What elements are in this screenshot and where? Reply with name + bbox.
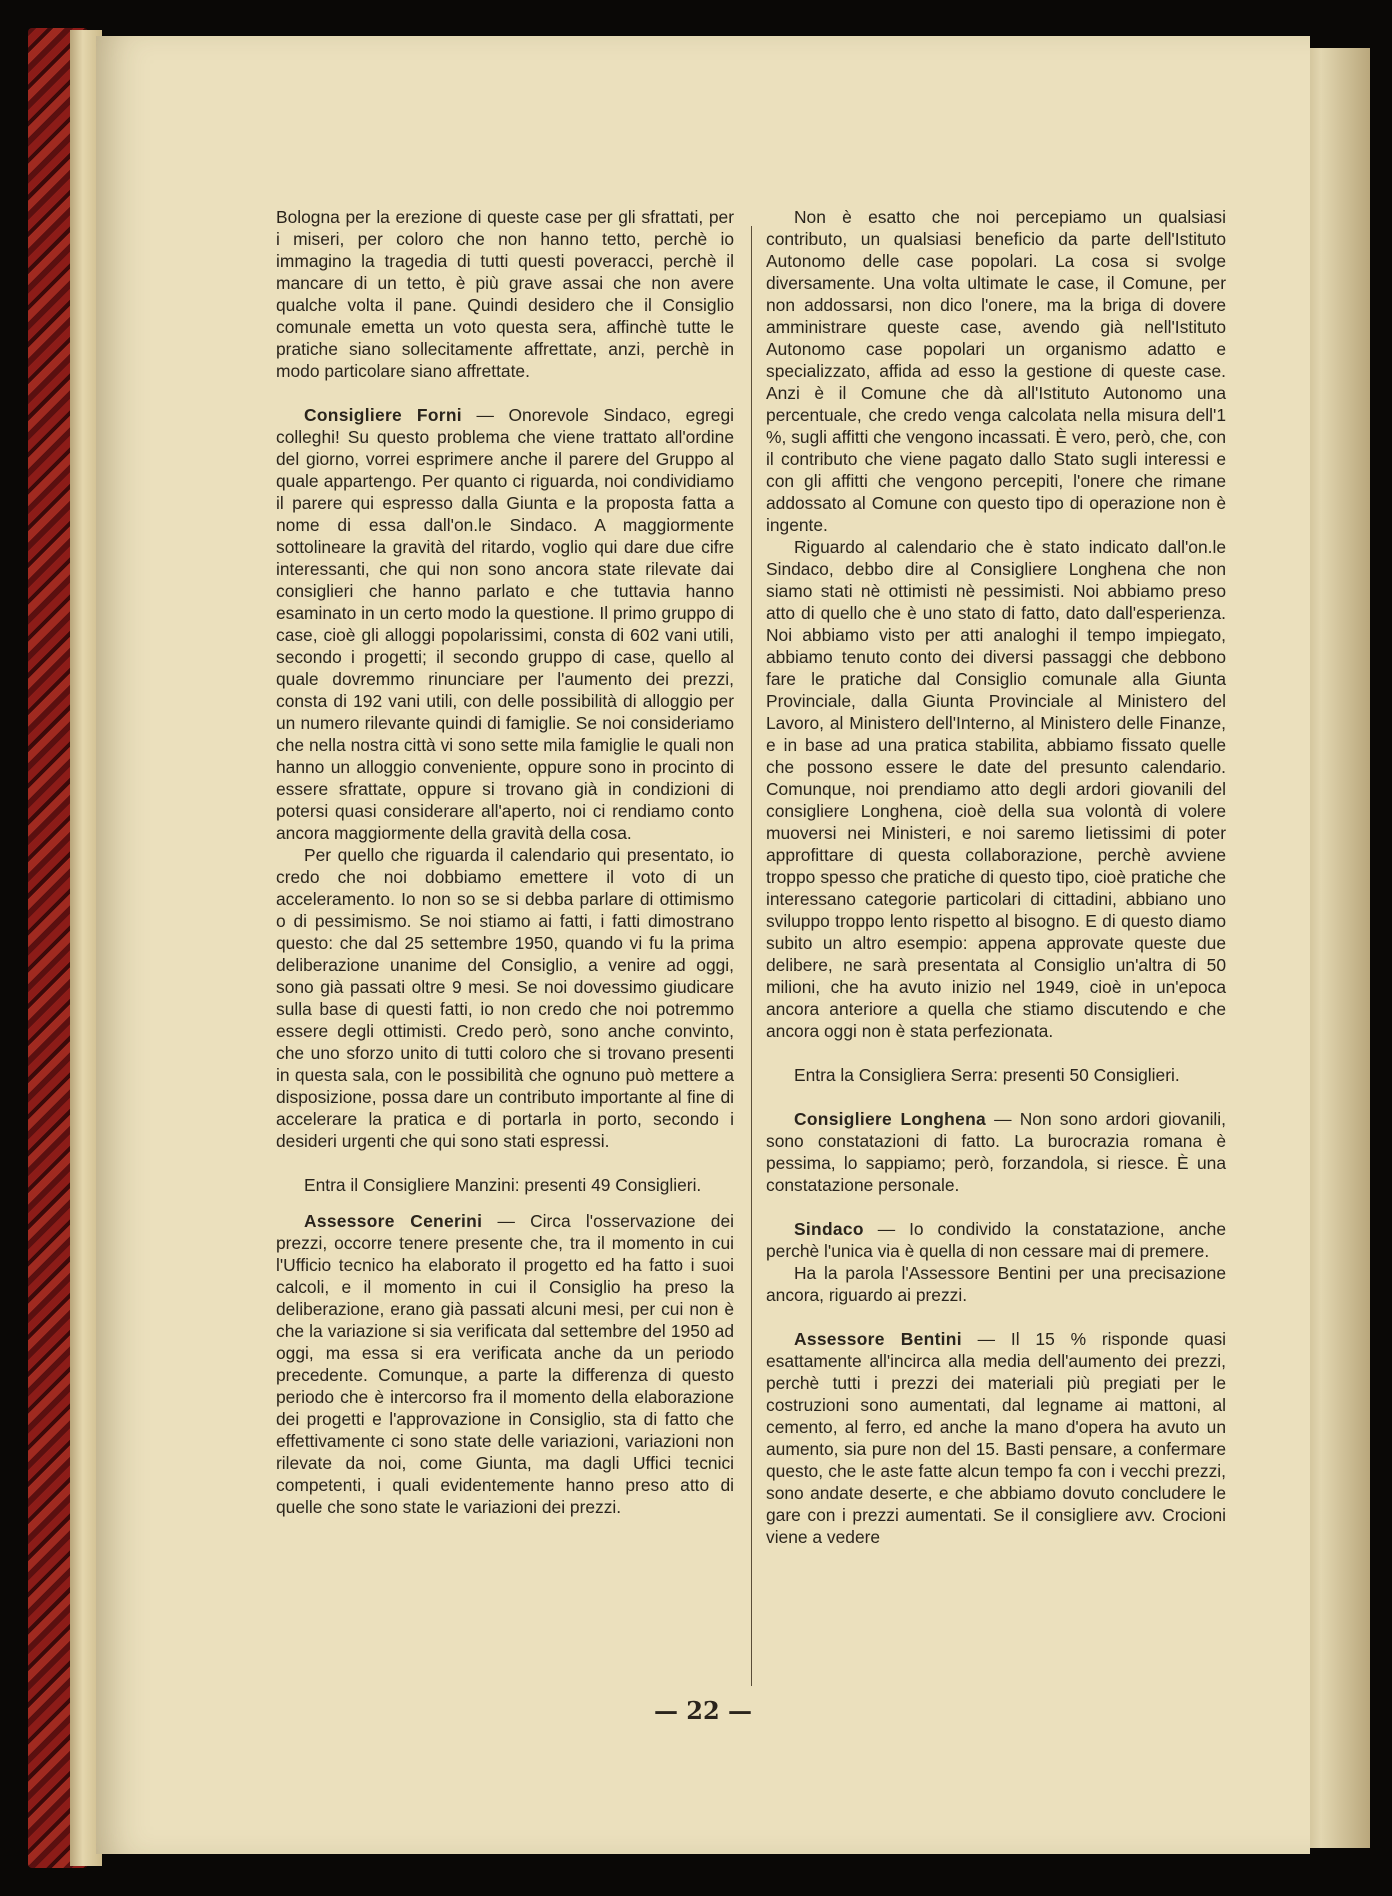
paragraph: Riguardo al calendario che è stato indicato dall'on.le Sindaco, debbo dire al Consigliere Longhena che non siamo stati nè ottimisti nè pessimisti. Noi abbiamo preso atto di quello che è uno stato di fatto, dato dall'esperienza. Noi abbiamo visto per atti analoghi il tempo impiegato, abbiamo tenuto conto dei diversi passaggi che debbono fare le pratiche dal Consiglio comunale alla Giunta Provinciale, dalla Giunta Provinciale al Ministero del Lavoro, al Ministero dell'Interno, al Ministero delle Finanze, e in base ad una pratica stabilita, abbiamo fissato quelle che possono essere le date del presunto calendario. Comunque, noi prendiamo atto degli ardori giovanili del consigliere Longhena, cioè della sua volontà di volere muoversi nei Ministeri, e noi saremo lietissimi di poter approfittare di questa collaborazione, perchè avviene troppo spesso che pratiche di questo tipo, cioè pratiche che interessano categorie particolari di cittadini, abbiano uno sviluppo troppo lento rispetto al bisogno. E di questo diamo subito un altro esempio: appena approvate queste due delibere, ne sarà presentata al Consiglio un'altra di 50 milioni, che ha avuto inizio nel 1949, cioè in un'epoca ancora anteriore a quella che stiamo discutendo e che ancora oggi non è stata perfezionata.	[766, 537, 1226, 1041]
paragraph: Assessore Bentini — Il 15 % risponde quasi esattamente all'incirca alla media dell'aumento dei prezzi, perchè tutti i prezzi dei materiali più pregiati per le costruzioni sono aumentati, dal legname ai mattoni, al cemento, al ferro, ed anche la mano d'opera ha avuto un aumento, sia pure non del 15. Basti pensare, a confermare questo, che le aste fatte alcun tempo fa con i vecchi prezzi, sono andate deserte, e che abbiamo dovuto concludere le gare con i prezzi aumentati. Se il consigliere avv. Crocioni viene a vedere	[766, 1329, 1226, 1547]
stage-note: Entra il Consigliere Manzini: presenti 49 Consiglieri.	[304, 1175, 702, 1195]
right-column	[766, 206, 1226, 1548]
paragraph: Non è esatto che noi percepiamo un qualsiasi contributo, un qualsiasi beneficio da parte dell'Istituto Autonomo delle case popolari. La cosa si svolge diversamente. Una volta ultimate le case, il Comune, per non addossarsi, non dico l'onere, ma la briga di dovere amministrare queste case, avendo già nell'Istituto Autonomo case popolari un organismo adatto e specializzato, affida ad esso la gestione di queste case. Anzi è il Comune che dà all'Istituto Autonomo una percentuale, che credo venga calcolata nella misura dell'1 %, sugli affitti che vengono incassati. È vero, però, che, con il contributo che viene pagato dallo Stato sugli interessi e con gli affitti che vengono percepiti, l'onere che rimane addossato al Comune con questo tipo di operazione non è ingente.	[766, 207, 1226, 535]
stage-note: Entra la Consigliera Serra: presenti 50 Consiglieri.	[794, 1065, 1180, 1085]
book-page	[96, 36, 1310, 1854]
paragraph: Consigliere Longhena — Non sono ardori giovanili, sono constatazioni di fatto. La burocrazia romana è pessima, lo sappiamo; però, forzandola, si riesce. È una constatazione personale.	[766, 1109, 1226, 1195]
column-divider	[751, 226, 752, 1686]
paragraph: Per quello che riguarda il calendario qui presentato, io credo che noi dobbiamo emettere il voto di un acceleramento. Io non so se si debba parlare di ottimismo o di pessimismo. Se noi stiamo ai fatti, i fatti dimostrano questo: che dal 25 settembre 1950, quando vi fu la prima deliberazione unanime del Consiglio, a venire ad oggi, sono già passati oltre 9 mesi. Se noi dovessimo giudicare sulla base di questi fatti, io non credo che noi potremmo essere degli ottimisti. Credo però, sono anche convinto, che uno sforzo unito di tutti coloro che si trovano presenti in questa sala, con le possibilità che ognuno può mettere a disposizione, possa dare un contributo importante al fine di accelerare la pratica e di portarla in porto, secondo i desideri urgenti che qui sono stati espressi.	[276, 845, 734, 1151]
paragraph: Consigliere Forni — Onorevole Sindaco, egregi colleghi! Su questo problema che viene trattato all'ordine del giorno, vorrei esprimere anche il parere del Gruppo al quale appartengo. Per quanto ci riguarda, noi condividiamo il parere qui espresso dalla Giunta e la proposta fatta a nome di essa dall'on.le Sindaco. A maggiormente sottolineare la gravità del ritardo, voglio qui dare due cifre interessanti, che qui non sono ancora state rilevate dai consiglieri che hanno parlato e che tuttavia hanno esaminato in un certo modo la questione. Il primo gruppo di case, cioè gli alloggi popolarissimi, consta di 602 vani utili, secondo i progetti; il secondo gruppo di case, quello al quale dovremmo rinunciare per l'aumento dei prezzi, consta di 192 vani utili, con delle possibilità di alloggio per un numero rilevante quindi di famiglie. Se noi consideriamo che nella nostra città vi sono sette mila famiglie le quali non hanno un alloggio conveniente, oppure sono in procinto di essere sfrattate, oppure si trovano già in condizioni di potersi quasi considerare all'aperto, noi ci rendiamo conto ancora maggiormente della gravità della cosa.	[276, 405, 734, 843]
speaker-name: Consigliere Longhena	[794, 1109, 986, 1129]
left-column	[276, 206, 734, 1518]
paragraph: Ha la parola l'Assessore Bentini per una precisazione ancora, riguardo ai prezzi.	[766, 1263, 1226, 1305]
facing-page-edge	[1300, 48, 1370, 1848]
paragraph: Bologna per la erezione di queste case per gli sfrattati, per i miseri, per coloro che non hanno tetto, perchè io immagino la tragedia di tutti questi poveracci, perchè il mancare di un tetto, è più grave assai che non avere qualche volta il pane. Quindi desidero che il Consiglio comunale emetta un voto questa sera, affinchè tutte le pratiche siano sollecitamente affrettate, anzi, perchè in modo particolare siano affrettate.	[276, 207, 734, 381]
speaker-name: Assessore Bentini	[794, 1329, 962, 1349]
speaker-name: Sindaco	[794, 1219, 864, 1239]
paragraph: Assessore Cenerini — Circa l'osservazione dei prezzi, occorre tenere presente che, tra il momento in cui l'Ufficio tecnico ha elaborato il progetto ed ha fatto i suoi calcoli, e il momento in cui il Consiglio ha preso la deliberazione, erano già passati alcuni mesi, per cui non è che la variazione si sia verificata dal settembre del 1950 ad oggi, ma essa si era verificata anche da un periodo precedente. Comunque, a parte la differenza di questo periodo che è intercorso fra il momento della elaborazione dei progetti e l'approvazione in Consiglio, sta di fatto che effettivamente ci sono state delle variazioni, variazioni non rilevate da noi, come Giunta, ma dagli Uffici tecnici competenti, i quali evidentemente hanno preso atto di quelle che sono state le variazioni dei prezzi.	[276, 1211, 734, 1517]
page-number: — 22 —	[653, 1696, 753, 1725]
paragraph: Sindaco — Io condivido la constatazione, anche perchè l'unica via è quella di non cessare mai di premere.	[766, 1219, 1226, 1261]
speaker-name: Assessore Cenerini	[304, 1211, 483, 1231]
speaker-name: Consigliere Forni	[304, 405, 462, 425]
